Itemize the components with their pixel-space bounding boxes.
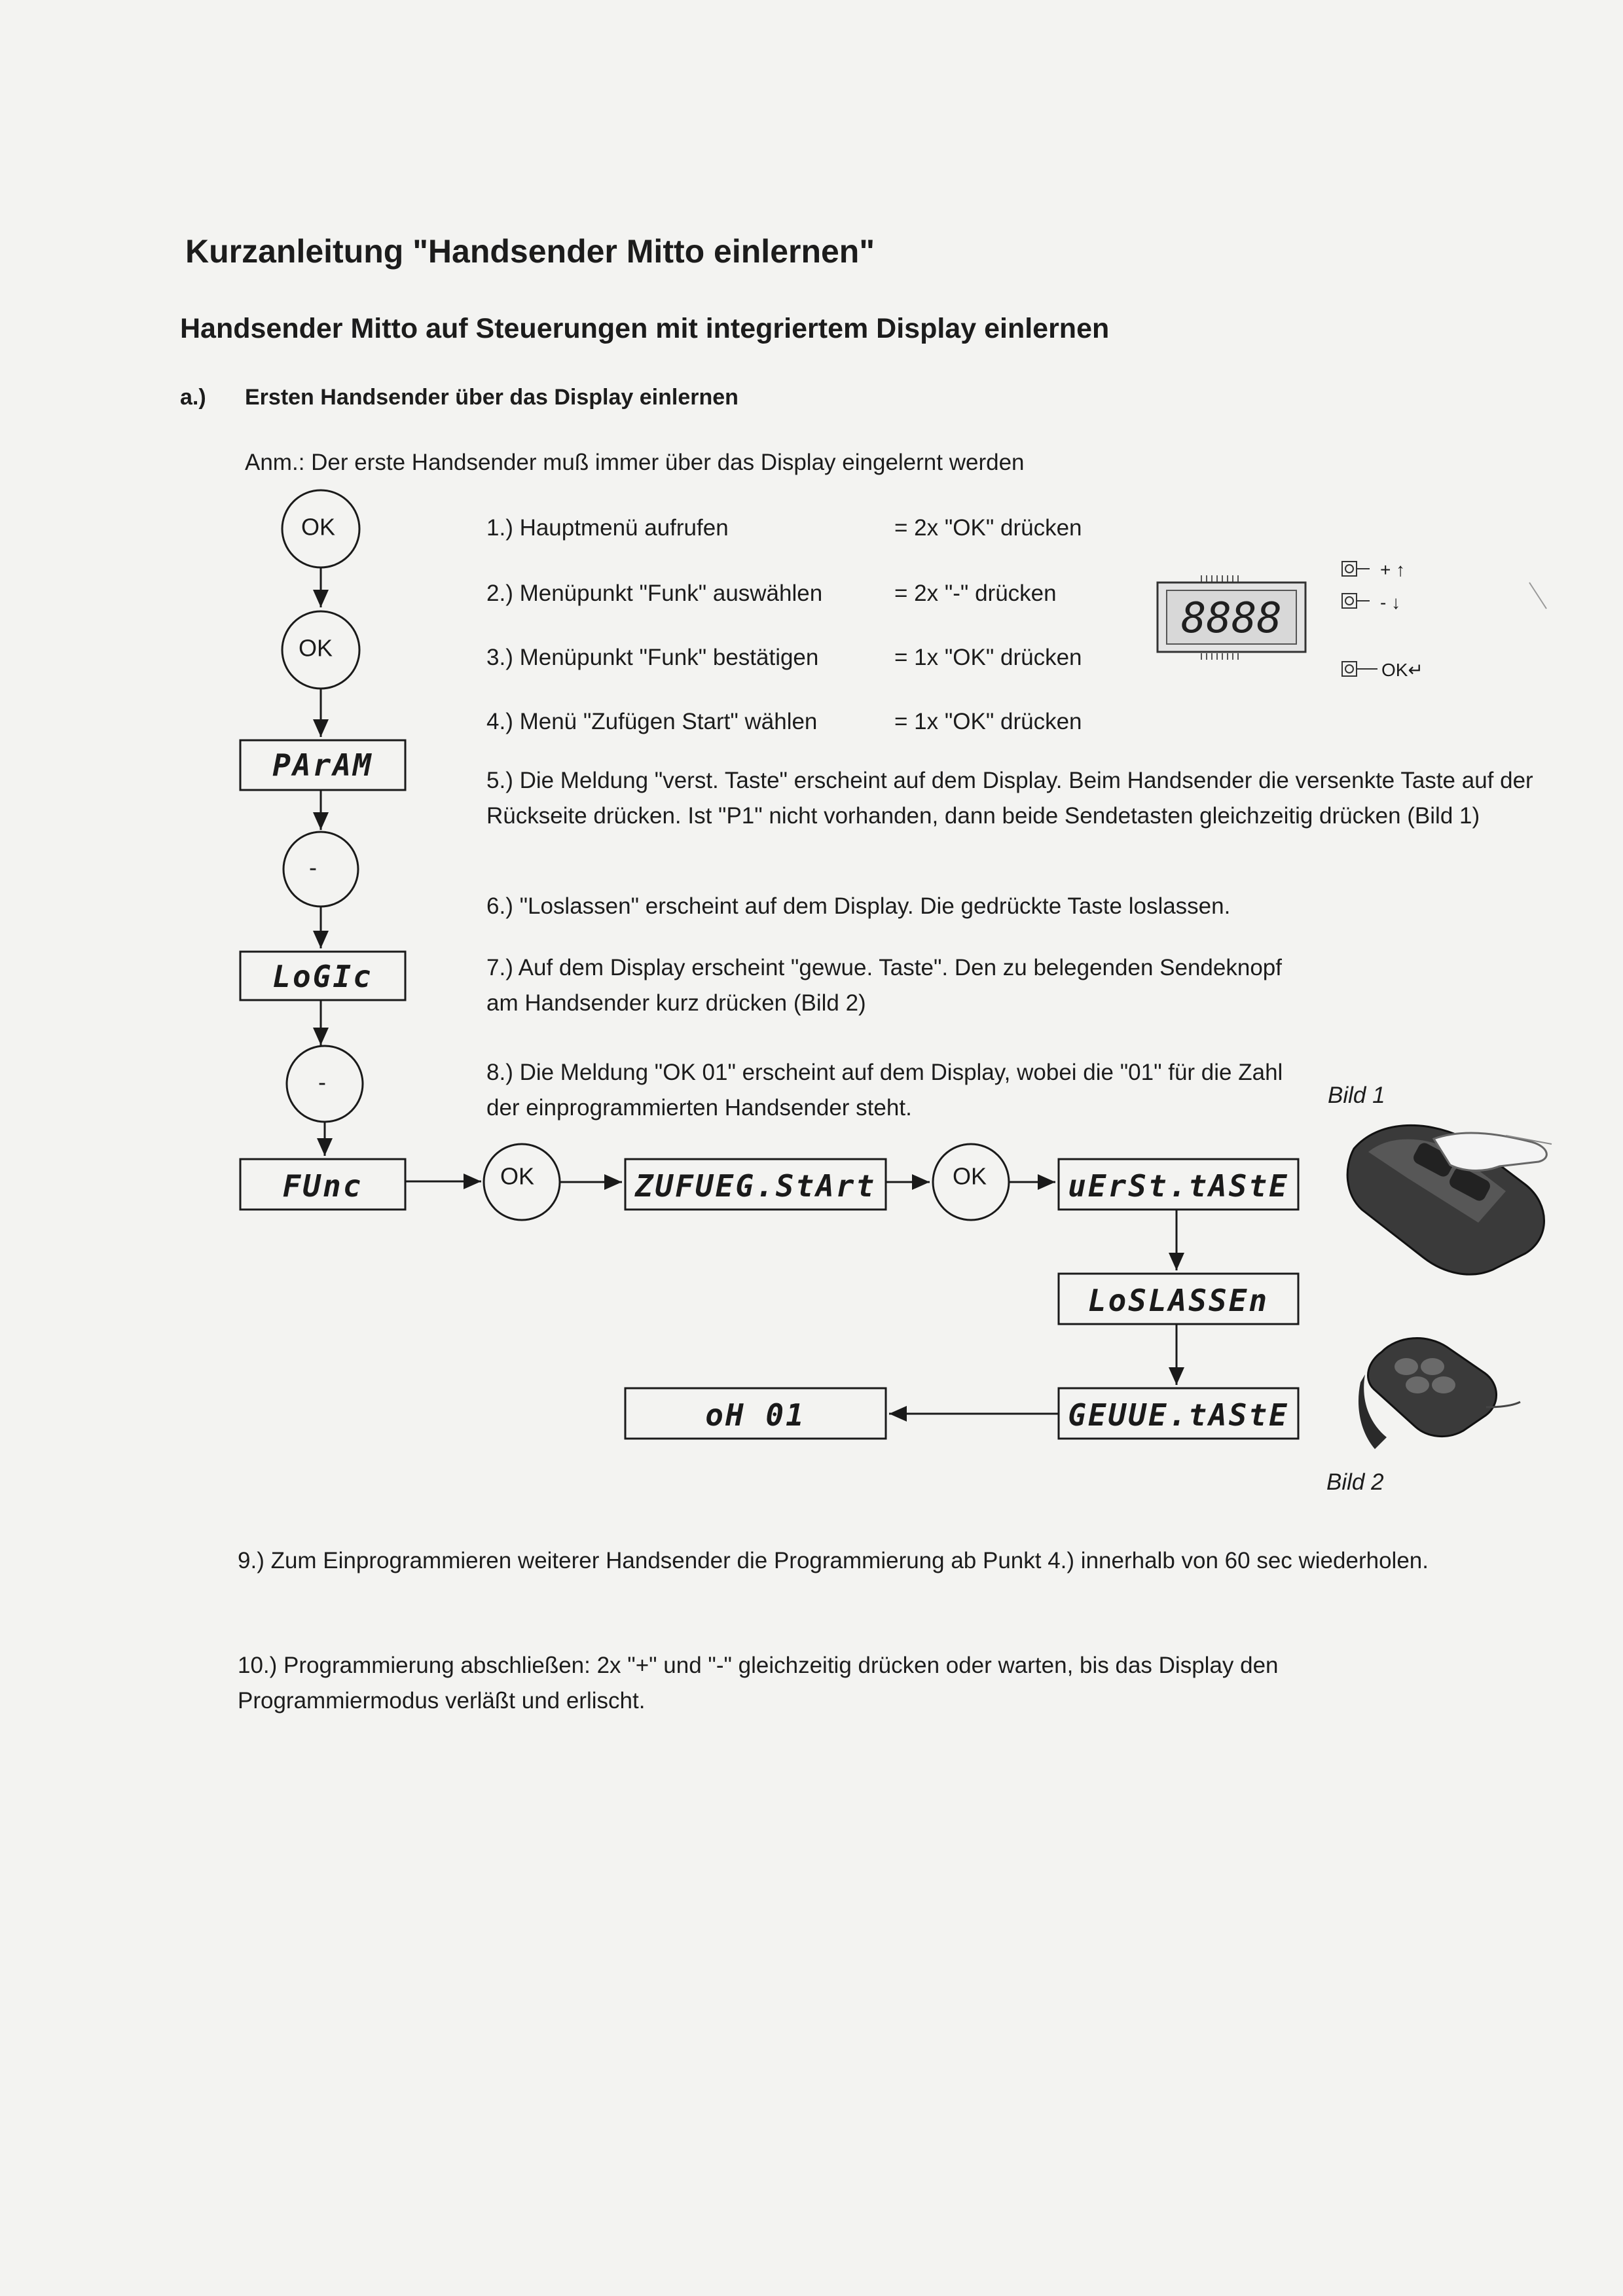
caption-bild-2: Bild 2 [1326,1469,1384,1495]
lcd-text-zufueg: ZUFUEG.StArt [634,1168,877,1204]
ok-label-1: OK [301,513,336,541]
key-plus-label: + ↑ [1380,560,1406,580]
display-panel [1158,575,1305,660]
step-7: 7.) Auf dem Display erscheint "gewue. Taste". Den zu belegenden Sendeknopf am Handsender kurz drücken (Bild 2) [486,955,1282,1016]
step-9: 9.) Zum Einprogrammieren weiterer Handsender die Programmierung ab Punkt 4.) innerhalb von 60 sec wiederholen. [238,1548,1429,1573]
ok-label-2: OK [298,634,333,662]
lcd-text-func: FUnc [282,1168,363,1204]
section-label: a.) [180,385,206,410]
display-keys [1342,562,1377,676]
minus-label-2: - [318,1068,326,1096]
step-6: 6.) "Loslassen" erscheint auf dem Display. Die gedrückte Taste loslassen. [486,893,1231,919]
step-10: 10.) Programmierung abschließen: 2x "+" und "-" gleichzeitig drücken oder warten, bis das Display den Programmiermodus verläßt und erlischt. [238,1653,1279,1713]
lcd-text-verst: uErSt.tAStE [1068,1168,1289,1204]
lcd-text-gewue: GEUUE.tAStE [1068,1397,1289,1433]
page-subtitle: Handsender Mitto auf Steuerungen mit integriertem Display einlernen [180,313,1110,344]
note: Anm.: Der erste Handsender muß immer über das Display eingelernt werden [245,450,1025,475]
display-digits: 8888 [1180,594,1283,643]
step-2-text: 2.) Menüpunkt "Funk" auswählen [486,581,823,606]
lcd-text-loslassen: LoSLASSEn [1087,1283,1269,1318]
step-2-action: = 2x "-" drücken [894,581,1057,606]
minus-button-1 [283,832,358,906]
page-title: Kurzanleitung "Handsender Mitto einlernen" [185,233,875,270]
key-minus-label: - ↓ [1380,592,1401,613]
step-5: 5.) Die Meldung "verst. Taste" erscheint auf dem Display. Beim Handsender die versenkte Taste auf der Rückseite drücken. Ist "P1" nicht vorhanden, dann beide Sendetasten gleichzeitig drücken (Bild 1) [486,768,1533,829]
section-heading: Ersten Handsender über das Display einlernen [245,385,739,410]
lcd-text-param: PArAM [272,747,373,783]
lcd-text-logic: LoGIc [272,959,373,994]
step-1-action: = 2x "OK" drücken [894,515,1082,541]
remote-image-1 [1347,1125,1552,1274]
minus-label-1: - [309,853,317,881]
step-1-text: 1.) Hauptmenü aufrufen [486,515,729,541]
caption-bild-1: Bild 1 [1328,1083,1385,1108]
step-4-text: 4.) Menü "Zufügen Start" wählen [486,709,818,734]
key-ok-label: OK↵ [1381,660,1423,680]
lcd-text-ok01: oH 01 [705,1397,806,1433]
ok-label-3: OK [500,1162,535,1190]
step-3-text: 3.) Menüpunkt "Funk" bestätigen [486,645,819,670]
ok-label-4: OK [952,1162,987,1190]
step-4-action: = 1x "OK" drücken [894,709,1082,734]
remote-image-2 [1359,1338,1520,1449]
step-8: 8.) Die Meldung "OK 01" erscheint auf dem Display, wobei die "01" für die Zahl der einprogrammierten Handsender steht. [486,1060,1283,1121]
step-3-action: = 1x "OK" drücken [894,645,1082,670]
